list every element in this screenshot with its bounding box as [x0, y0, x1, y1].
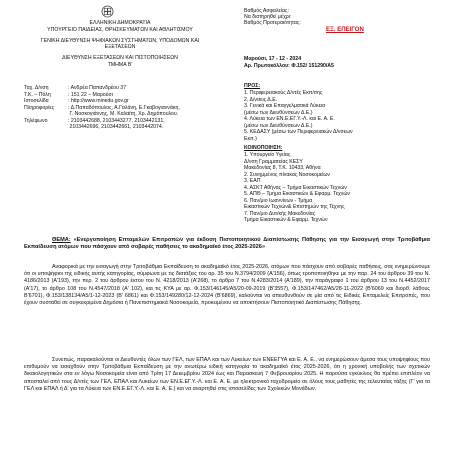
list-item: 1. Περιφερειακούς Δ/ντές Εκπ/σης	[244, 90, 323, 96]
contact-row: Ιστοσελίδα : http://www.minedu.gov.gr	[24, 98, 129, 104]
department-section: ΤΜΗΜΑ Β'	[107, 62, 133, 68]
cc-list	[244, 152, 350, 224]
contact-row: Τηλέφωνο : 2103442688, 2103443277, 2103442131,	[24, 117, 165, 124]
priority-label: Βαθμός Προτεραιότητας:	[244, 20, 301, 26]
security-classification: Βαθμός Ασφαλείας:	[244, 8, 289, 14]
subject-block	[24, 237, 430, 252]
greek-emblem-icon	[101, 5, 114, 18]
department-general: ΓΕΝΙΚΗ ΔΙΕΥΘΥΝΣΗ ΨΗΦΙΑΚΩΝ ΣΥΣΤΗΜΑΤΩΝ, ΥΠΟΔΟΜΩΝ ΚΑΙ	[40, 38, 200, 44]
list-item: 2. Δ/νσεις Δ.Ε.	[244, 96, 278, 103]
republic-title: ΕΛΛΗΝΙΚΗ ΔΗΜΟΚΡΑΤΙΑ	[89, 20, 151, 26]
list-item: 5. ΑΠΘ – Τμήμα Εικαστικών & Εφαρμ. Τεχνών	[244, 191, 350, 197]
subject-label: ΘΕΜΑ:	[52, 237, 71, 243]
list-item: (μέσω των Διευθύνσεων Δ.Ε.)	[244, 109, 313, 116]
protocol-number: Αρ. Πρωτοκόλλου: Φ.152/ 151290/Α5	[244, 63, 334, 69]
contact-row: Γ. Νοσκογιάννης, Μ. Καλαϊτη, Χρ. Δημόπουλου.	[68, 111, 179, 117]
list-item: Εκπ.)	[244, 135, 257, 142]
body-paragraph: Συνεπώς, παρακαλούνται οι Διευθυντές όλων των ΓΕΛ, των ΕΠΑΛ και των Λυκείων των ΕΝΕΕΓΥΑ και Ε. Α. Ε., να ενημερώσουν άμεσα τους υποψηφίους που επιθυμούν να εισαχθούν στην Τριτοβάθμια Εκπαίδευση με την ανωτέρω ειδική κατηγορία το ακαδημαϊκό έτος 2025-2026, ότι η χρονική υποβολής των σχετικών δικαιολογητικών στα εν λόγω Νοσοκομεία είναι από Τρίτη 17 Δεκεμβρίου 2024 έως και Παρασκευή 7 Φεβρουαρίου 2025. Η παρούσα εγκύκλιος θα πρέπει επιπλέον να αποσταλεί από τους Δ/ντές των ΓΕΛ, ΕΠΑΛ και Λυκείων των ΕΝ.Ε.ΕΓ.Υ.-Λ. και Ε. Α. Ε. με ηλεκτρονικό ταχυδρομείο σε όλους τους μαθητές της τελευταίας τάξης (Γ' για τα ΓΕΛ και ΕΠΑΛ ή Δ' για τα Λύκεια των ΕΝ.Ε.ΕΓ.Υ.-Λ. και Ε. Α. Ε.) και να αναρτηθεί στις ιστοσελίδες των Σχολικών Μονάδων.	[24, 357, 430, 392]
subject-text: «Ενεργοποίηση Επταμελών Επιτροπών για έκδοση Πιστοποιητικού Διαπίστωσης Πάθησης για την Εισαγωγή στην Τριτοβάθμια Εκπαίδευση ατόμων που πάσχουν από σοβαρές παθήσεις το ακαδημαϊκό έτος 2025-2026»	[24, 237, 430, 251]
list-item: Εικαστικών Τεχνών& Επιστημών της Τέχνης	[244, 204, 345, 210]
contact-row: Τ.Κ. – Πόλη : 151 22 – Μαρούσι	[24, 91, 113, 98]
list-item: 4. Λύκεια των ΕΝ.Ε.ΕΓ.Υ.-Λ. και Ε. Α. Ε.	[244, 116, 335, 122]
department-directorate: ΔΙΕΥΘΥΝΣΗ ΕΞΕΤΑΣΕΩΝ ΚΑΙ ΠΙΣΤΟΠΟΙΗΣΕΩΝ	[62, 55, 178, 61]
list-item: Δ/νση Γραμματείας ΚΕΣΥ	[244, 158, 303, 165]
list-item: 3. ΕΑΠ	[244, 178, 261, 184]
document-date: Μαρούσι, 17 - 12 - 2024	[244, 56, 302, 62]
to-list	[244, 90, 353, 142]
urgent-badge: ΕΞ. ΕΠΕΙΓΟΝ	[326, 27, 364, 33]
contact-row: Ταχ. Δ/νση : Ανδρέα Παπανδρέου 37	[24, 85, 127, 91]
list-item: (μέσω των Διευθύνσεων Δ.Ε.)	[244, 122, 313, 129]
list-item: 6. Παν/μιο Ιωαννίνων - Τμήμα	[244, 197, 313, 204]
retention-period: Να διατηρηθεί μέχρι:	[244, 14, 292, 20]
list-item: 3. Γενικά και Επαγγελματικά Λύκεια	[244, 103, 326, 109]
list-item: Μακεδονίας 8, Τ.Κ. 10433, Αθήνα	[244, 165, 321, 171]
department-general-cont: ΕΞΕΤΑΣΕΩΝ	[104, 44, 136, 50]
ministry-title: ΥΠΟΥΡΓΕΙΟ ΠΑΙΔΕΙΑΣ, ΘΡΗΣΚΕΥΜΑΤΩΝ ΚΑΙ ΑΘΛΗΤΙΣΜΟΥ	[47, 27, 193, 33]
to-title: ΠΡΟΣ:	[244, 83, 261, 89]
list-item: Τμήμα Εικαστικών & Εφαρμ. Τεχνών	[244, 217, 328, 223]
body-paragraph: Αναφορικά με την εισαγωγή στην Τριτοβάθμια Εκπαίδευση το ακαδημαϊκό έτος 2025-2026, ατόμων που πάσχουν από σοβαρές παθήσεις, σας ενημερώνουμε ότι οι υποψήφιοι της ειδικής αυτής κατηγορίας, σύμφωνα με τις διατάξεις του αρ. 35 του Ν.3794/2009 (Α'156), όπως τροποποιήθηκε με την παρ. 24 του άρθρου 39 του Ν. 4186/2013 (Α'193), την περ. 2 του άρθρου έκτου του Ν. 4218/2013 (Α'268), το άρθρο 7 του Ν.4283/2014 (Α'189), την παράγραφο 1 του άρθρου 13 του Ν.4452/2017 (Α'17), το άρθρο 108 του Ν.4547/2018 (Α' 102), και τις ΚΥΑ με αρ. Φ.153/146145/Α5/20-09-2019 (Β'3557), Φ.153/147462/Α5/28-11-2022 (Β'6069 και διορθ. λάθους Β'6701), Φ.153/138134/Α5/1-12-2023 (Β' 6861) και Φ.153/149280/12-12-2024 (Β'6869), καλούνται να απευθυνθούν σε μία από τις Ειδικές Επταμελείς Επιτροπές, που έχουν συσταθεί σε συγκεκριμένα Δημόσια ή Πανεπιστημιακά Νοσοκομεία, προκειμένου να αποκτήσουν Πιστοποιητικό Διαπίστωσης Πάθησης.	[24, 264, 430, 307]
list-item: 2. Συνημμένος πίνακας Νοσοκομείων	[244, 171, 331, 178]
cc-title: ΚΟΙΝΟΠΟΙΗΣΗ:	[244, 145, 283, 151]
list-item: 1. Υπουργείο Υγείας	[244, 152, 291, 158]
list-item: 4. ΑΣΚΤ Αθήνας – Τμήμα Εικαστικών Τεχνών	[244, 184, 347, 191]
list-item: 7. Παν/μιο Δυτ/κής Μακεδονίας	[244, 210, 316, 217]
contact-row: Πληροφορίες : Δ.Παπαδόπουλος, Α.Γαλάνη, Ε.Γκαβογιαννάκη,	[24, 104, 180, 111]
contact-row: 2103442696, 2103442661, 2103442074.	[68, 124, 164, 130]
list-item: 5. ΚΕΔΑΣΥ (μέσω των Περιφερειακών Δ/νσεων	[244, 129, 353, 135]
